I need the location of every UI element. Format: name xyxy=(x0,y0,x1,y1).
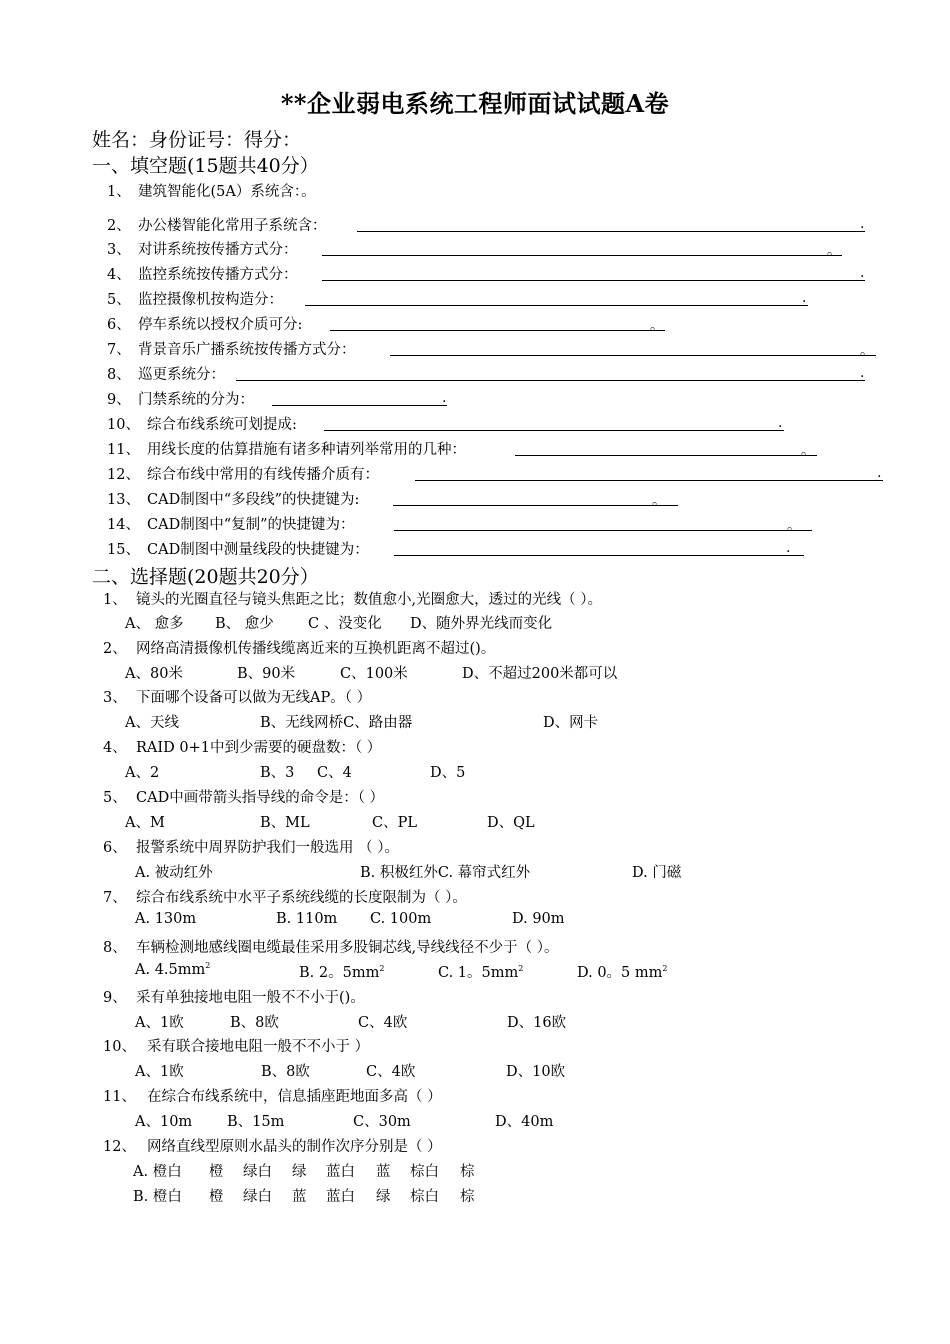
answer-blank[interactable] xyxy=(390,355,876,356)
question-text: 下面哪个设备可以做为无线AP。（ ） xyxy=(136,690,372,706)
question-text: 采有单独接地电阻一般不不小于()。 xyxy=(136,990,365,1006)
blank-end-mark: . xyxy=(860,365,865,381)
option-d[interactable]: D、10欧 xyxy=(506,1064,566,1080)
wire-color: B. 橙白 xyxy=(133,1189,182,1205)
answer-blank[interactable] xyxy=(322,280,865,281)
option-d[interactable]: D、QL xyxy=(487,815,535,831)
question-number: 7、 xyxy=(107,342,131,358)
question-text: 车辆检测地感线圈电缆最佳采用多股铜芯线,导线线径不少于（ ）。 xyxy=(136,940,559,956)
option-b[interactable]: B、无线网桥C、路由器 xyxy=(260,715,413,731)
blank-end-mark: 。 xyxy=(801,443,815,459)
question-text: CAD制图中测量线段的快捷键为： xyxy=(147,542,369,558)
question-number: 1、 xyxy=(103,592,127,608)
superscript-2: 2 xyxy=(662,964,668,974)
option-c[interactable]: C、PL xyxy=(372,815,417,831)
section-fill-in-heading: 一、填空题(15题共40分） xyxy=(92,155,319,177)
question-number: 8、 xyxy=(103,940,127,956)
question-number: 3、 xyxy=(103,690,127,706)
option-d[interactable]: D、40m xyxy=(495,1114,554,1130)
question-number: 6、 xyxy=(103,840,127,856)
blank-end-mark: . xyxy=(442,390,447,406)
question-text: 停车系统以授权介质可分: xyxy=(138,317,303,333)
question-text: 报警系统中周界防护我们一般选用 （ ）。 xyxy=(136,840,399,856)
question-number: 4、 xyxy=(103,740,127,756)
question-text: 办公楼智能化常用子系统含： xyxy=(138,218,327,234)
question-text: CAD制图中“复制”的快捷键为： xyxy=(147,517,355,533)
question-number: 2、 xyxy=(103,641,127,657)
option-a[interactable]: A. $4.5mm^2$ xyxy=(135,961,211,978)
blank-end-mark: 。 xyxy=(827,243,841,259)
option-a[interactable]: A、 愈多 xyxy=(125,616,184,632)
option-d[interactable]: D、不超过200米都可以 xyxy=(462,666,618,682)
blank-end-mark: . xyxy=(786,540,791,556)
question-number: 5、 xyxy=(103,790,127,806)
wire-color: 蓝白 xyxy=(326,1164,355,1180)
question-number: 12、 xyxy=(103,1139,136,1155)
section-choice-heading: 二、选择题(20题共20分） xyxy=(92,566,319,588)
option-b[interactable]: B、15m xyxy=(227,1114,285,1130)
question-number: 7、 xyxy=(103,890,127,906)
question-number: 6、 xyxy=(107,317,131,333)
wire-color: 绿 xyxy=(376,1189,391,1205)
question-number: 8、 xyxy=(107,367,131,383)
blank-end-mark: . xyxy=(860,265,865,281)
question-text: 监控摄像机按构造分： xyxy=(138,292,283,308)
question-text: 采有联合接地电阻一般不不小于 ） xyxy=(147,1039,370,1055)
option-b[interactable]: B、ML xyxy=(260,815,310,831)
wire-color: 棕白 xyxy=(410,1189,439,1205)
question-number: 11、 xyxy=(107,442,140,458)
blank-end-mark: . xyxy=(860,216,865,232)
question-number: 1、 xyxy=(107,184,131,200)
answer-blank[interactable] xyxy=(394,555,804,556)
question-number: 12、 xyxy=(107,467,140,483)
question-text: 背景音乐广播系统按传播方式分： xyxy=(138,342,356,358)
option-d[interactable]: D、网卡 xyxy=(543,715,599,731)
question-text: CAD制图中“多段线”的快捷键为: xyxy=(147,492,360,508)
question-number: 4、 xyxy=(107,267,131,283)
question-text: 网络高清摄像机传播线缆离近来的互换机距离不超过()。 xyxy=(136,641,496,657)
page-title: **企业弱电系统工程师面试试题A卷 xyxy=(280,89,670,118)
option-b[interactable]: B、3 xyxy=(260,765,295,781)
option-d[interactable]: D. 门磁 xyxy=(632,865,682,881)
option-a[interactable]: A、M xyxy=(125,815,165,831)
option-b[interactable]: B、8欧 xyxy=(230,1015,279,1031)
wire-color: A. 橙白 xyxy=(133,1164,182,1180)
question-text: 门禁系统的分为： xyxy=(138,392,254,408)
question-number: 11、 xyxy=(103,1089,136,1105)
superscript-2: 2 xyxy=(205,961,211,970)
question-text: 在综合布线系统中，信息插座距地面多高（ ） xyxy=(147,1089,442,1105)
wire-color: 蓝白 xyxy=(326,1189,355,1205)
question-number: 5、 xyxy=(107,292,131,308)
candidate-info-line: 姓名：身份证号：得分： xyxy=(92,129,302,151)
question-text: 镜头的光圈直径与镜头焦距之比；数值愈小,光圈愈大，透过的光线（ ）。 xyxy=(136,592,602,608)
question-text: 建筑智能化(5A）系统含：。 xyxy=(138,184,316,200)
wire-color: 棕白 xyxy=(410,1164,439,1180)
question-number: 9、 xyxy=(103,990,127,1006)
option-c[interactable]: C. 1。$5mm^2$ xyxy=(438,964,524,981)
wire-color: 蓝 xyxy=(292,1189,307,1205)
option-b[interactable]: B、90米 xyxy=(237,666,296,682)
answer-blank[interactable] xyxy=(272,405,447,406)
option-a[interactable]: A. 被动红外 xyxy=(135,865,213,881)
wire-color: 橙 xyxy=(209,1164,224,1180)
blank-end-mark: 。 xyxy=(860,343,874,359)
option-a[interactable]: A、80米 xyxy=(125,666,183,682)
question-number: 3、 xyxy=(107,242,131,258)
answer-blank[interactable] xyxy=(322,255,842,256)
wire-color: 橙 xyxy=(209,1189,224,1205)
answer-blank[interactable] xyxy=(357,231,865,232)
question-number: 10、 xyxy=(103,1039,136,1055)
superscript-2: 2 xyxy=(518,964,524,974)
option-b[interactable]: B. 2。$5mm^2$ xyxy=(299,964,385,981)
option-b[interactable]: B. 110m xyxy=(276,911,338,927)
answer-blank[interactable] xyxy=(393,505,678,506)
blank-end-mark: 。 xyxy=(652,493,666,509)
question-text: 监控系统按传播方式分： xyxy=(138,267,298,283)
option-a[interactable]: A、1欧 xyxy=(135,1064,184,1080)
option-c[interactable]: C 、没变化 xyxy=(308,616,382,632)
question-text: RAID 0+1中到少需要的硬盘数：（ ） xyxy=(136,740,382,756)
option-a[interactable]: A. 130m xyxy=(135,911,197,927)
answer-blank[interactable] xyxy=(515,455,817,456)
option-c[interactable]: C、4欧 xyxy=(366,1064,416,1080)
option-a[interactable]: A、10m xyxy=(135,1114,193,1130)
answer-blank[interactable] xyxy=(415,480,883,481)
question-number: 15、 xyxy=(107,542,140,558)
option-c[interactable]: C、4欧 xyxy=(358,1015,408,1031)
question-number: 13、 xyxy=(107,492,140,508)
wire-color: 棕 xyxy=(460,1189,475,1205)
option-b[interactable]: B、 愈少 xyxy=(215,616,274,632)
option-d[interactable]: D. 0。5 $mm^2$ xyxy=(577,964,668,981)
answer-blank[interactable] xyxy=(394,530,812,531)
blank-end-mark: . xyxy=(778,415,783,431)
answer-blank[interactable] xyxy=(236,380,865,381)
question-number: 10、 xyxy=(107,417,140,433)
option-a[interactable]: A、2 xyxy=(125,765,160,781)
option-a[interactable]: A、天线 xyxy=(125,715,179,731)
blank-end-mark: 。 xyxy=(787,518,801,534)
blank-end-mark: 。 xyxy=(650,318,664,334)
question-text: CAD中画带箭头指导线的命令是：（ ） xyxy=(136,790,385,806)
option-c[interactable]: C、100米 xyxy=(340,666,408,682)
question-text: 对讲系统按传播方式分： xyxy=(138,242,298,258)
option-b[interactable]: B. 积极红外C. 幕帘式红外 xyxy=(360,865,531,881)
question-number: 2、 xyxy=(107,218,131,234)
option-d[interactable]: D、随外界光线而变化 xyxy=(410,616,553,632)
option-d[interactable]: D. 90m xyxy=(512,911,565,927)
option-d[interactable]: D、16欧 xyxy=(507,1015,567,1031)
answer-blank[interactable] xyxy=(324,430,784,431)
wire-color: 绿白 xyxy=(243,1189,272,1205)
answer-blank[interactable] xyxy=(330,330,665,331)
blank-end-mark: . xyxy=(877,465,882,481)
question-text: 用线长度的估算措施有诸多种请列举常用的几种： xyxy=(147,442,466,458)
option-c[interactable]: C、4 xyxy=(317,765,352,781)
wire-color: 绿 xyxy=(292,1164,307,1180)
question-number: 9、 xyxy=(107,392,131,408)
option-c[interactable]: C、30m xyxy=(353,1114,411,1130)
question-text: 巡更系统分： xyxy=(138,367,225,383)
wire-color: 蓝 xyxy=(376,1164,391,1180)
question-text: 综合布线中常用的有线传播介质有： xyxy=(147,467,379,483)
superscript-2: 2 xyxy=(379,964,385,974)
blank-end-mark: . xyxy=(802,290,807,306)
question-number: 14、 xyxy=(107,517,140,533)
answer-blank[interactable] xyxy=(305,305,808,306)
question-text: 网络直线型原则水晶头的制作次序分别是（ ） xyxy=(147,1139,442,1155)
wire-color: 棕 xyxy=(460,1164,475,1180)
option-a[interactable]: A、1欧 xyxy=(135,1015,184,1031)
question-text: 综合布线系统可划提成: xyxy=(147,417,297,433)
wire-color: 绿白 xyxy=(243,1164,272,1180)
question-text: 综合布线系统中水平子系统线缆的长度限制为（ ）。 xyxy=(136,890,467,906)
option-d[interactable]: D、5 xyxy=(430,765,466,781)
option-b[interactable]: B、8欧 xyxy=(261,1064,310,1080)
option-c[interactable]: C. 100m xyxy=(370,911,432,927)
